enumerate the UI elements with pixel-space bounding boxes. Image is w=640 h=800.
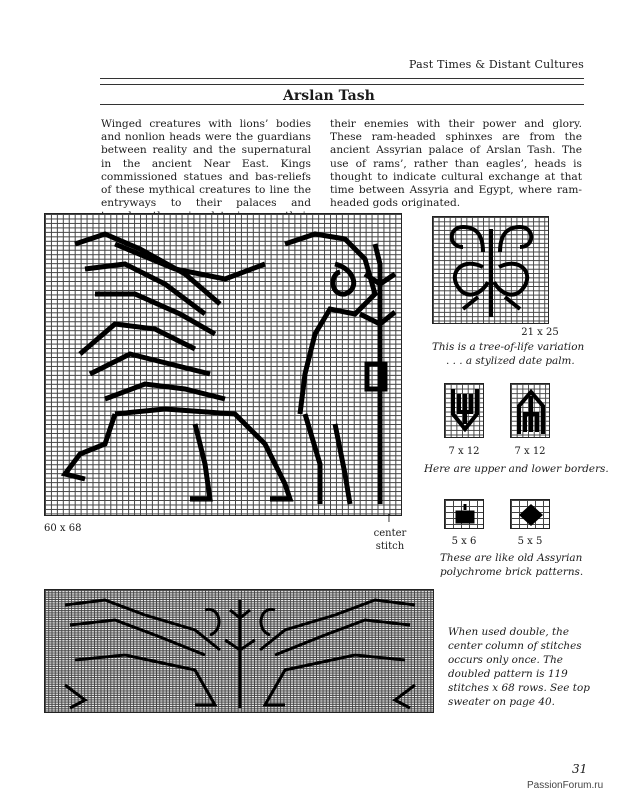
palm-motif <box>433 217 550 325</box>
sphinx-motif <box>45 214 403 517</box>
intro-right-column: their enemies with their power and glory. These ram-headed sphinxes are from the ancient Assyrian palace of Arslan Tash. The use of rams’, rather than eagles’, heads is thought to indicate cultural exchange at that time between Assyria and Egypt, where ram-headed gods originated. <box>330 118 582 210</box>
brick-caption-2: polychrome brick patterns. <box>440 566 584 578</box>
double-sphinx-motif <box>45 590 435 714</box>
title-rule-top <box>100 84 584 85</box>
chapter-header: Past Times & Distant Cultures <box>409 58 584 71</box>
palm-chart <box>432 216 549 324</box>
double-sphinx-chart <box>44 589 434 713</box>
brick-motif-1 <box>445 500 485 530</box>
center-stitch-label-1: center <box>373 528 407 539</box>
main-chart-size-label: 60 x 68 <box>44 523 82 534</box>
upper-border-size-label: 7 x 12 <box>448 446 480 457</box>
watermark: PassionForum.ru <box>527 780 604 791</box>
upper-border-chart <box>444 383 484 438</box>
palm-size-label: 21 x 25 <box>521 327 559 338</box>
main-sphinx-chart <box>44 213 402 516</box>
section-title: Arslan Tash <box>283 88 375 104</box>
upper-border-motif <box>445 384 485 439</box>
lower-border-motif <box>511 384 551 439</box>
palm-caption-1: This is a tree-of-life variation <box>432 341 585 353</box>
center-stitch-arrow: ↑ <box>384 512 394 525</box>
header-rule <box>100 78 584 79</box>
lower-border-size-label: 7 x 12 <box>514 446 546 457</box>
brick-2-size-label: 5 x 5 <box>517 536 543 547</box>
lower-border-chart <box>510 383 550 438</box>
border-caption: Here are upper and lower borders. <box>424 463 609 475</box>
brick-caption-1: These are like old Assyrian <box>440 552 583 564</box>
intro-left-column: Winged creatures with lions’ bodies and nonlion heads were the guardians between reality and the supernatural in the ancient Near East. Kings commissioned statues and bas-reliefs of these mythical creatures to line the entryways to their palaces and <box>101 118 311 210</box>
title-rule-bottom <box>100 104 584 105</box>
brick-1-size-label: 5 x 6 <box>451 536 477 547</box>
page-number: 31 <box>572 762 588 776</box>
double-chart-caption: When used double, the center column of stitches occurs only once. The doubled pattern is 119 stitches x 68 rows. See top sweater on page 40. <box>448 626 590 708</box>
brick-motif-2 <box>511 500 551 530</box>
brick-chart-1 <box>444 499 484 529</box>
palm-caption-2: . . . a stylized date palm. <box>446 355 575 367</box>
brick-chart-2 <box>510 499 550 529</box>
center-stitch-label-2: stitch <box>375 541 405 552</box>
